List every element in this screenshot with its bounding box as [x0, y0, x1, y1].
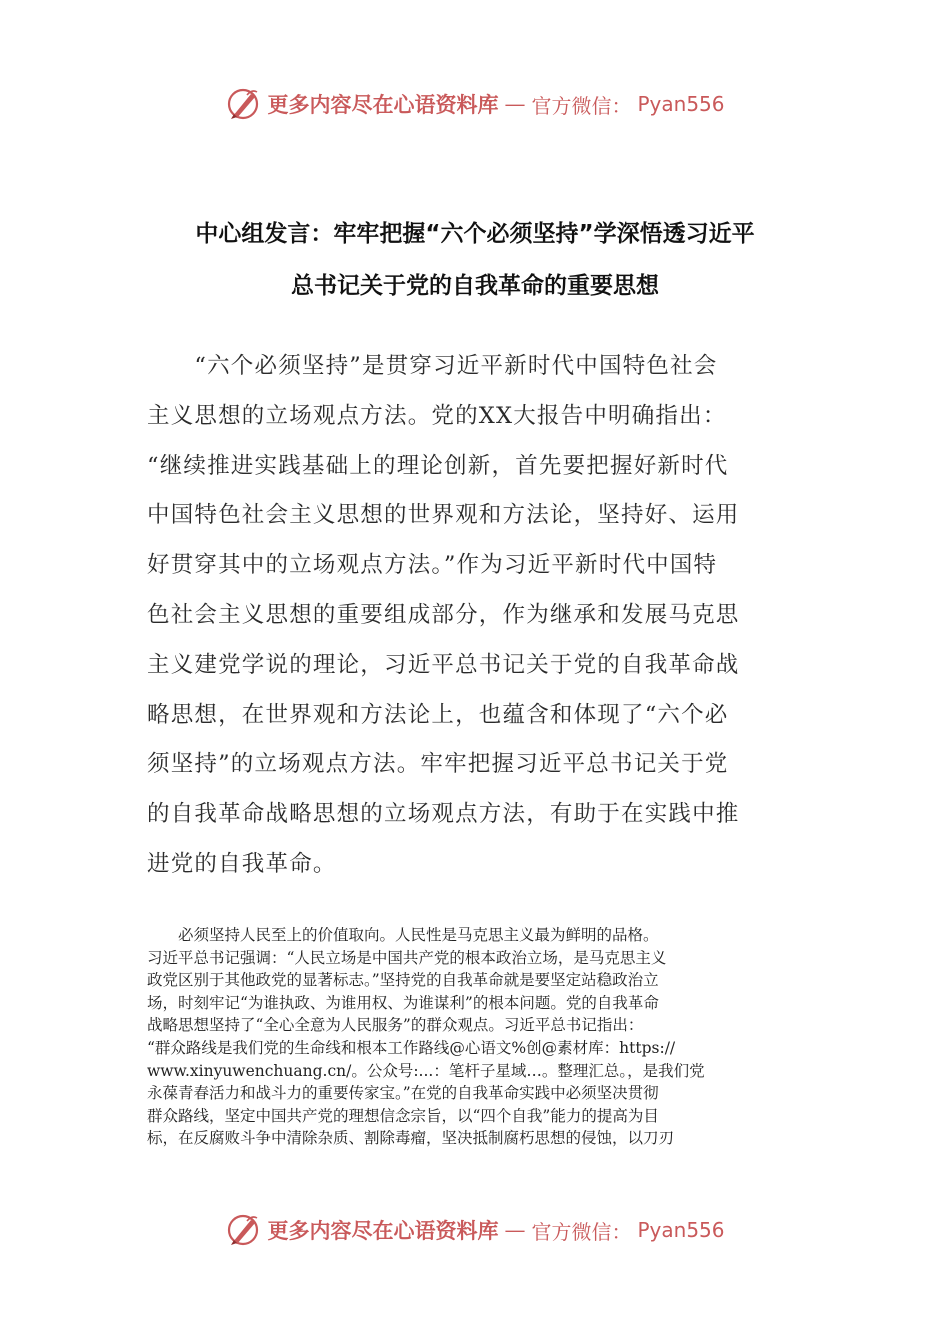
banner-wechat-label: 官方微信：	[531, 93, 632, 118]
text-line: 的自我革命战略思想的立场观点方法，有助于在实践中推	[147, 801, 740, 828]
text-line: 习近平总书记强调：“人民立场是中国共产党的根本政治立场，是马克思主义	[147, 948, 667, 967]
text-line: 色社会主义思想的重要组成部分，作为继承和发展马克思	[147, 601, 740, 628]
banner-brand-text: 更多内容尽在心语资料库	[267, 92, 499, 117]
banner-dash: —	[504, 1218, 526, 1242]
text-line: 必须坚持人民至上的价值取向。人民性是马克思主义最为鲜明的品格。	[147, 926, 659, 944]
text-line: 战略思想坚持了“全心全意为人民服务”的群众观点。习近平总书记指出：	[147, 1016, 644, 1035]
text-line: 场，时刻牢记“为谁执政、为谁用权、为谁谋利”的根本问题。党的自我革命	[147, 993, 659, 1012]
text-line: 政党区别于其他政党的显著标志。”坚持党的自我革命就是要坚定站稳政治立	[147, 971, 659, 990]
text-line: “群众路线是我们党的生命线和根本工作路线@心语文%创@素材库：https://	[147, 1038, 676, 1057]
text-line: 略思想，在世界观和方法论上，也蕴含和体现了“六个必	[147, 701, 729, 728]
text-line: 主义建党学说的理论，习近平总书记关于党的自我革命战	[147, 651, 740, 678]
footer-banner	[0, 1208, 950, 1252]
paragraph-intro	[147, 342, 787, 890]
banner-brand-text: 更多内容尽在心语资料库	[267, 1218, 499, 1243]
text-line: 好贯穿其中的立场观点方法。”作为习近平新时代中国特	[147, 552, 718, 579]
banner-wechat-id: Pyan556	[637, 92, 725, 116]
title-line-1: 中心组发言：牢牢把握“六个必须坚持”学深悟透习近平	[195, 221, 755, 247]
pen-logo-icon	[225, 86, 261, 122]
document-title	[120, 208, 830, 312]
header-banner	[0, 82, 950, 126]
banner-wechat-label: 官方微信：	[531, 1219, 632, 1244]
banner-dash: —	[504, 92, 526, 116]
banner-wechat-id: Pyan556	[637, 1218, 725, 1242]
text-line: 须坚持”的立场观点方法。牢牢把握习近平总书记关于党	[147, 751, 729, 778]
text-line: 永葆青春活力和战斗力的重要传家宝。”在党的自我革命实践中必须坚决贯彻	[147, 1084, 659, 1103]
pen-logo-icon	[225, 1212, 261, 1248]
text-line: 标，在反腐败斗争中清除杂质、割除毒瘤，坚决抵制腐朽思想的侵蚀，以刀刃	[147, 1129, 675, 1148]
title-line-2: 总书记关于党的自我革命的重要思想	[291, 273, 659, 299]
text-line: 中国特色社会主义思想的世界观和方法论，坚持好、运用	[147, 502, 740, 529]
text-line: “六个必须坚持”是贯穿习近平新时代中国特色社会	[147, 353, 718, 379]
text-line: 进党的自我革命。	[147, 850, 337, 877]
text-line: “继续推进实践基础上的理论创新，首先要把握好新时代	[147, 452, 729, 479]
text-line: 群众路线，坚定中国共产党的理想信念宗旨，以“四个自我”能力的提高为目	[147, 1106, 659, 1125]
text-line: www.xinyuwenchuang.cn/。公众号:...：笔杆子星域…。整理汇总。，是我们党	[147, 1061, 705, 1080]
paragraph-people-first	[147, 924, 797, 1150]
text-line: 主义思想的立场观点方法。党的XX大报告中明确指出：	[147, 402, 727, 429]
